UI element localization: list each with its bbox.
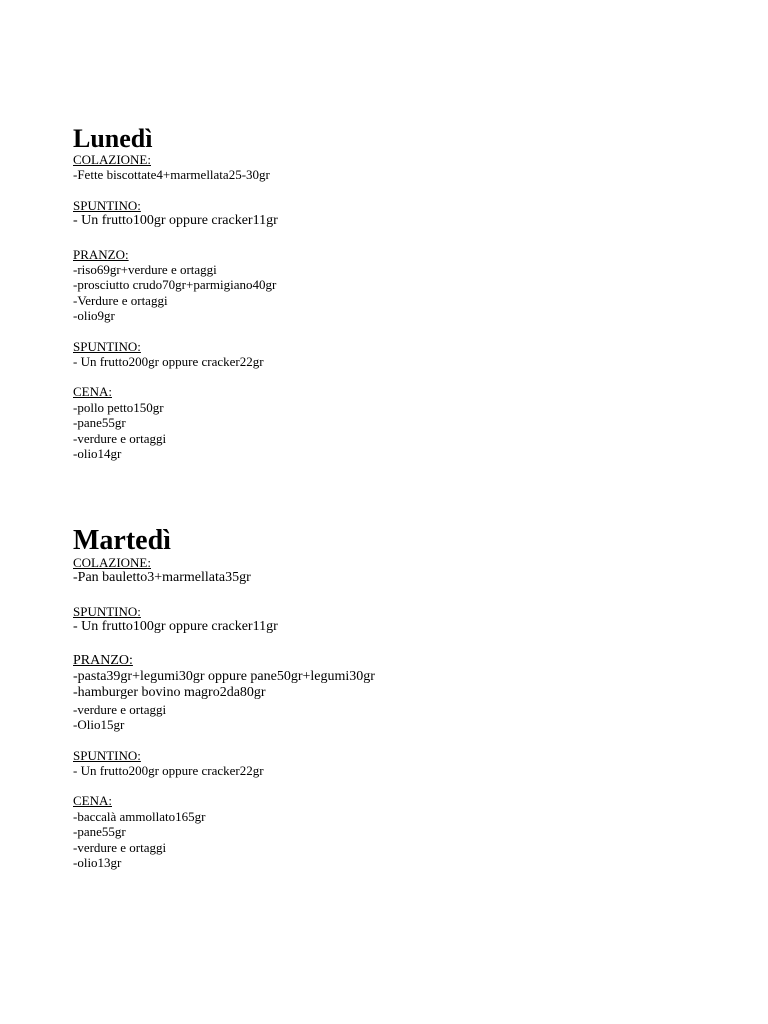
day-title: Martedì bbox=[73, 525, 171, 556]
menu-item: -baccalà ammollato165gr bbox=[73, 808, 206, 824]
menu-item: -Pan bauletto3+marmellata35gr bbox=[73, 570, 251, 586]
menu-item: -Verdure e ortaggi bbox=[73, 292, 168, 308]
menu-item: - Un frutto100gr oppure cracker11gr bbox=[73, 619, 278, 635]
menu-item: -hamburger bovino magro2da80gr bbox=[73, 685, 266, 701]
section-spuntino bbox=[73, 198, 278, 230]
menu-item: -pollo petto150gr bbox=[73, 399, 164, 415]
menu-item: -verdure e ortaggi bbox=[73, 430, 167, 446]
section-label: PRANZO: bbox=[73, 246, 129, 262]
day-title: Lunedì bbox=[73, 124, 153, 153]
section-label: CENA: bbox=[73, 384, 112, 400]
menu-item: -verdure e ortaggi bbox=[73, 701, 167, 717]
menu-item: -riso69gr+verdure e ortaggi bbox=[73, 262, 217, 278]
day-tuesday bbox=[73, 527, 375, 871]
section-label: SPUNTINO: bbox=[73, 603, 141, 619]
section-cena bbox=[73, 384, 278, 461]
menu-item: - Un frutto100gr oppure cracker11gr bbox=[73, 213, 278, 229]
menu-item: -pane55gr bbox=[73, 824, 126, 840]
menu-item: -olio13gr bbox=[73, 855, 122, 871]
section-label: SPUNTINO: bbox=[73, 197, 141, 213]
section-cena bbox=[73, 793, 375, 870]
menu-item: -pasta39gr+legumi30gr oppure pane50gr+legumi30gr bbox=[73, 669, 375, 685]
section-spuntino bbox=[73, 339, 278, 370]
menu-item: -olio14gr bbox=[73, 446, 122, 462]
section-label: COLAZIONE: bbox=[73, 555, 151, 570]
section-pranzo bbox=[73, 247, 278, 324]
menu-item: -Olio15gr bbox=[73, 717, 125, 733]
section-label: SPUNTINO: bbox=[73, 747, 141, 763]
day-monday bbox=[73, 126, 278, 462]
section-pranzo bbox=[73, 653, 375, 733]
section-label: SPUNTINO: bbox=[73, 338, 141, 354]
section-label: CENA: bbox=[73, 793, 112, 809]
menu-item: -pane55gr bbox=[73, 415, 126, 431]
section-spuntino bbox=[73, 748, 375, 779]
section-colazione bbox=[73, 152, 278, 183]
menu-item: - Un frutto200gr oppure cracker22gr bbox=[73, 763, 264, 779]
menu-item: -olio9gr bbox=[73, 308, 115, 324]
section-colazione bbox=[73, 555, 375, 587]
menu-item: -Fette biscottate4+marmellata25-30gr bbox=[73, 167, 270, 183]
menu-item: - Un frutto200gr oppure cracker22gr bbox=[73, 354, 264, 370]
menu-item: -prosciutto crudo70gr+parmigiano40gr bbox=[73, 277, 277, 293]
menu-item: -verdure e ortaggi bbox=[73, 839, 167, 855]
section-label: PRANZO: bbox=[73, 652, 133, 668]
section-label: COLAZIONE: bbox=[73, 152, 151, 167]
section-spuntino bbox=[73, 604, 375, 636]
